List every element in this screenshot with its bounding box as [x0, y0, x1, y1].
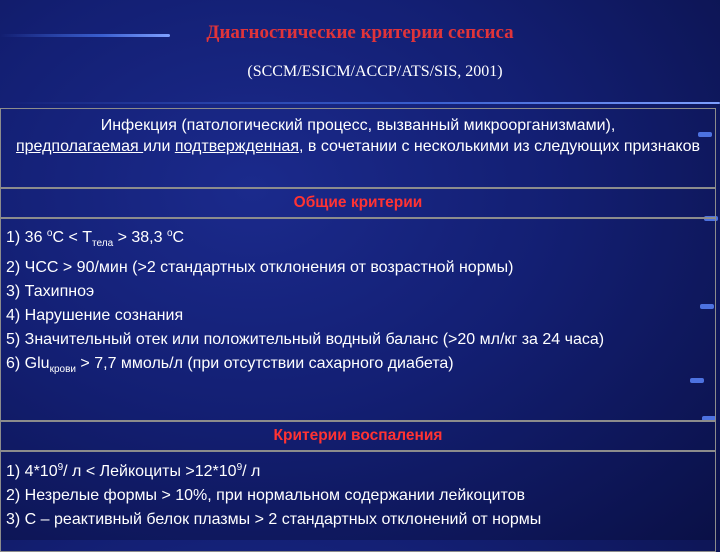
- criterion-glucose: 6) Glu$_{крови}$ > 7,7 ммоль/л (при отсутствии сахарного диабета): [6, 355, 454, 375]
- intro-or: или: [143, 138, 175, 155]
- inflammation-criteria-list: [0, 451, 716, 552]
- intro-confirmed: подтвержденная: [174, 138, 299, 155]
- general-criteria-header: Общие критерии: [0, 188, 716, 218]
- intro-line: Инфекция (патологический процесс, вызванный микроорганизмами),: [100, 117, 616, 134]
- intro-suspected: предполагаемая: [15, 138, 144, 155]
- intro-cell: [0, 108, 716, 188]
- criterion-temperature: 1) 36 $^оС < Т_{тела} > 38,3$ $^о$С: [6, 228, 185, 249]
- general-criteria-list: [0, 218, 716, 421]
- criterion-leukocytes: 1) $4*10^9/$ л < Лейкоциты $>12*10^9/$ л: [6, 462, 261, 480]
- criterion-tachypnea: 3) Тахипноэ: [6, 283, 95, 300]
- criterion-crp: 3) С – реактивный белок плазмы > 2 стандартных отклонений от нормы: [6, 511, 542, 528]
- intro-rest: , в сочетании с несколькими из следующих признаков: [299, 138, 700, 155]
- slide-subtitle: (SCCM/ESICM/ACCP/ATS/SIS, 2001): [247, 63, 503, 80]
- criterion-heart-rate: 2) ЧСС > 90/мин (>2 стандартных отклонения от возрастной нормы): [6, 259, 514, 276]
- criterion-consciousness: 4) Нарушение сознания: [6, 307, 184, 324]
- criteria-table: [0, 108, 716, 552]
- slide-title: Диагностические критерии сепсиса: [206, 22, 514, 43]
- criterion-edema: 5) Значительный отек или положительный водный баланс (>20 мл/кг за 24 часа): [6, 331, 605, 348]
- inflammation-criteria-header: Критерии воспаления: [0, 421, 716, 451]
- criterion-immature-forms: 2) Незрелые формы > 10%, при нормальном содержании лейкоцитов: [6, 487, 526, 504]
- decor-line: [0, 102, 720, 104]
